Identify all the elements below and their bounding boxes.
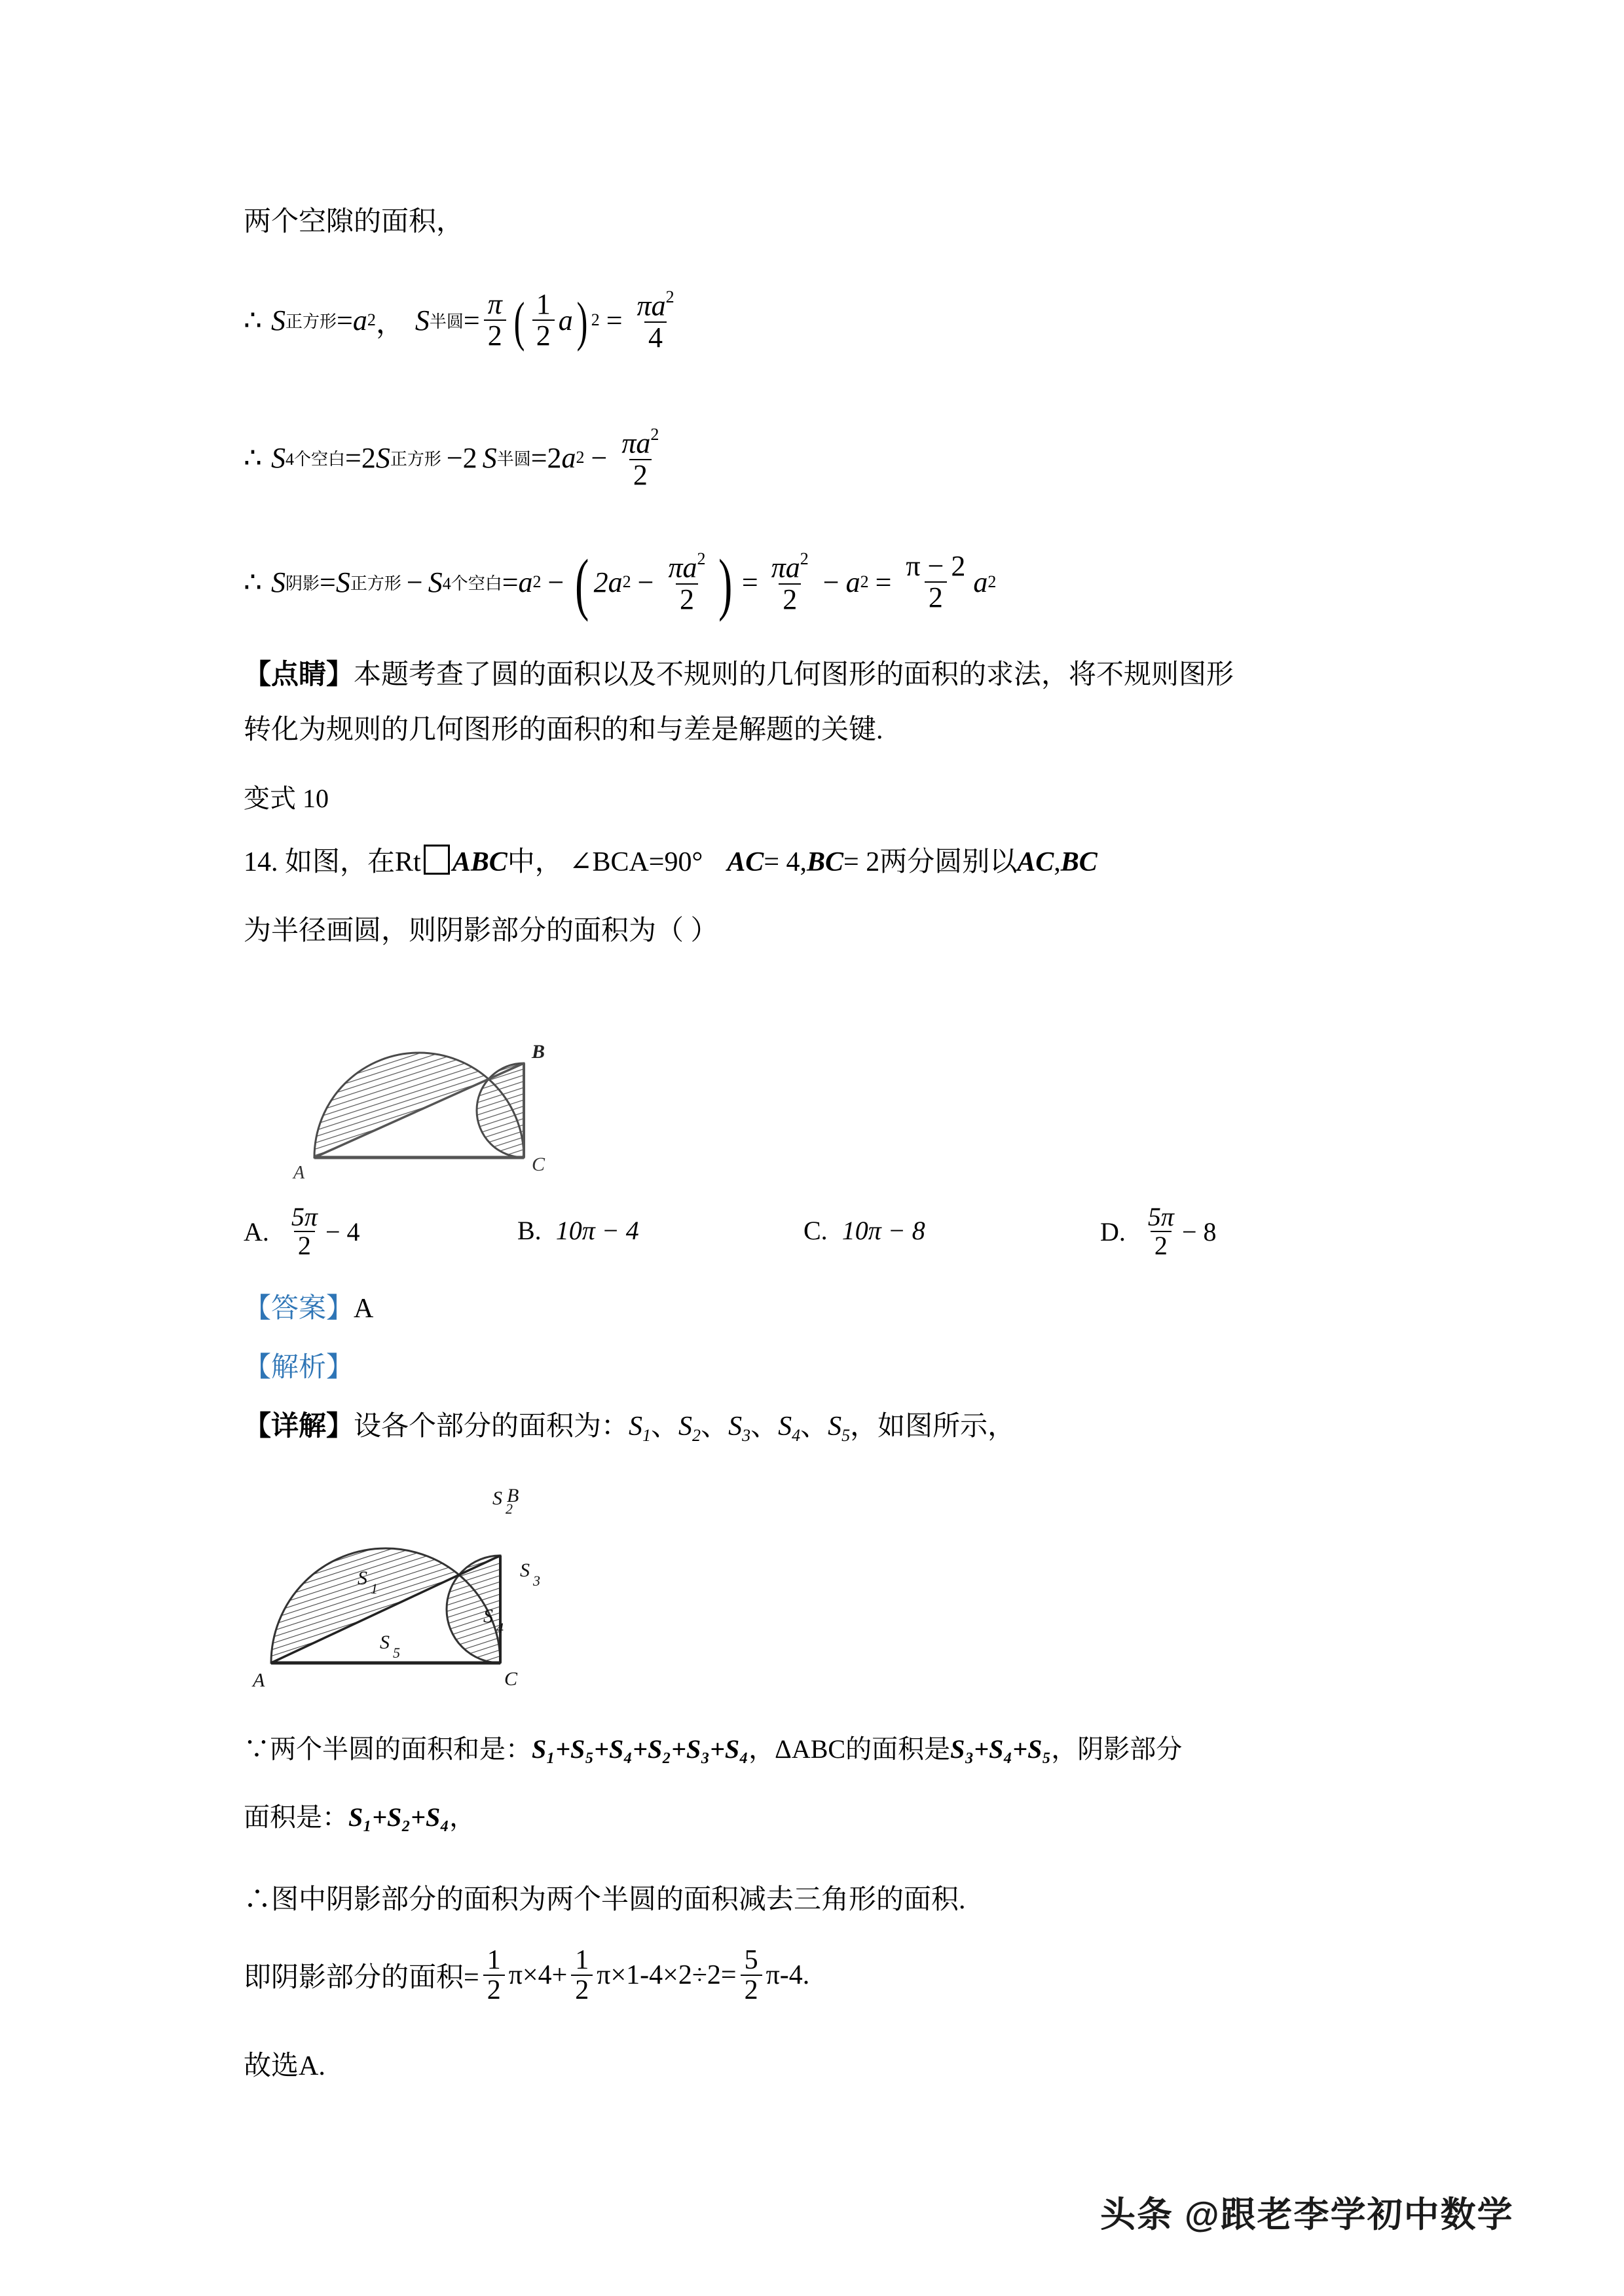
s5-symbol: S — [828, 1412, 842, 1442]
reasoning-text-c: 的面积是 — [845, 1734, 951, 1764]
s-square-symbol-1: S — [271, 304, 286, 337]
fraction-pia2-over-4 — [633, 288, 678, 353]
s5-subscript: 5 — [841, 1426, 851, 1446]
option-a-fraction — [287, 1203, 322, 1260]
equals-2s: =2 — [345, 441, 376, 474]
option-d-num: 5π — [1147, 1202, 1174, 1231]
region-s2-s4-hatch — [439, 1539, 570, 1676]
answer-options-row — [244, 1197, 1416, 1275]
option-b-key: B. — [517, 1216, 542, 1245]
detail-line — [244, 1413, 1409, 1444]
a-term-1: a — [352, 304, 367, 337]
fraction-1-over-2 — [532, 289, 555, 351]
minus-3b: − — [547, 566, 564, 598]
s-shaded-symbol: S — [271, 566, 286, 598]
fig2-label-c: C — [504, 1668, 518, 1690]
final-fraction-1 — [483, 1946, 505, 2005]
denominator-inner-2: 2 — [676, 583, 698, 615]
s-square-symbol-3: S — [335, 566, 350, 598]
question-14 — [244, 845, 1409, 948]
s2-symbol: S — [678, 1412, 693, 1442]
s-square-subscript-2: 正方形 — [390, 449, 441, 469]
equals-3a: = — [320, 566, 336, 598]
pia-text-3: πa — [668, 551, 697, 584]
s2-subscript: 2 — [692, 1426, 701, 1446]
reasoning-block — [244, 1736, 1416, 1834]
numerator-pia2-4 — [767, 550, 813, 583]
minus-3c: − — [637, 566, 654, 598]
small-semicircle-hatch — [465, 1048, 589, 1172]
numerator-pia2-3 — [665, 550, 710, 583]
question-number: 14. — [244, 847, 278, 877]
bc-value: = 2 — [843, 847, 880, 877]
minus-3d: − — [822, 566, 840, 598]
formula-2 — [244, 426, 667, 490]
comma-1: ， — [375, 307, 405, 340]
question-text-d: 两分圆别以 — [879, 847, 1018, 877]
s-semicircle-symbol-1: S — [415, 304, 430, 337]
a-term-4: a — [845, 566, 860, 598]
option-a-key: A. — [244, 1216, 269, 1247]
detail-text-a: 设各个部分的面积为： — [354, 1412, 629, 1442]
a-term-3: a — [518, 566, 533, 598]
figure-2-labeled-regions — [242, 1473, 596, 1709]
numerator-1: 1 — [536, 288, 551, 321]
figure-1-svg — [275, 982, 589, 1192]
option-c[interactable] — [803, 1215, 925, 1246]
conclusion-line — [244, 1878, 966, 1917]
sum-expression-3: S₁+S₂+S₄ — [348, 1802, 450, 1832]
s4-subscript: 4 — [792, 1426, 801, 1446]
analysis-line — [244, 1354, 354, 1381]
equals-3b: = — [502, 566, 519, 598]
option-c-text: 10π − 8 — [841, 1216, 925, 1245]
s3-subscript: 3 — [742, 1426, 751, 1446]
denominator-2d: 2 — [779, 583, 801, 615]
final-calculation — [244, 1946, 809, 2005]
s3-symbol: S — [728, 1412, 743, 1442]
a-term-2: a — [561, 441, 576, 474]
exponent-1: 2 — [367, 310, 376, 330]
triangle-abc-label: ABC — [452, 847, 507, 877]
conclusion-therefore: ∴ — [244, 1885, 272, 1915]
exponent-2: 2 — [576, 448, 585, 467]
equals-3d: = — [875, 566, 892, 598]
final-prefix: 即阴影部分的面积= — [244, 1963, 479, 1994]
two-a-term: 2a — [593, 566, 623, 598]
question-line2: 为半径画圆，则阴影部分的面积为（ ） — [244, 916, 718, 946]
pia-exponent-2: 2 — [650, 425, 659, 444]
figure1-label-b: B — [532, 1041, 545, 1063]
option-b[interactable] — [517, 1215, 639, 1246]
tofu-box-icon — [424, 845, 450, 875]
fig2-label-b: B — [507, 1485, 519, 1506]
option-d-den: 2 — [1151, 1231, 1172, 1260]
option-d-fraction — [1144, 1203, 1178, 1260]
fig2-label-s1: S — [358, 1567, 367, 1589]
formula-3 — [244, 545, 997, 622]
bc-label: BC — [807, 847, 844, 877]
top-text-line — [244, 208, 464, 236]
sum-expression-1: S₁+S₅+S₄+S₂+S₃+S₄ — [532, 1734, 749, 1764]
reasoning-text-a: 两个半圆的面积和是： — [270, 1734, 532, 1764]
s-shaded-subscript: 阴影 — [286, 574, 320, 593]
therefore-symbol-3: ∴ — [244, 566, 262, 598]
option-a-tail: − 4 — [325, 1216, 360, 1247]
minus-3a: − — [406, 566, 423, 598]
final-f2-den: 2 — [571, 1975, 593, 2005]
dianjing-tag: 【点睛】 — [244, 660, 354, 690]
reasoning-comma-1: ， — [748, 1734, 775, 1764]
numerator-pi: π — [487, 288, 502, 321]
denominator-2b: 2 — [532, 319, 555, 351]
s-semicircle-subscript-2: 半圆 — [496, 449, 531, 469]
figure1-label-a: A — [293, 1163, 305, 1183]
s-square-subscript-1: 正方形 — [286, 312, 337, 331]
fraction-pia2-over-2-inner — [665, 550, 710, 615]
bianshi-text: 变式 10 — [244, 784, 329, 813]
final-f3-den: 2 — [741, 1975, 762, 2005]
fig2-label-s3-sub: 3 — [533, 1573, 540, 1589]
pia-text: πa — [637, 289, 666, 322]
answer-tag: 【答案】 — [244, 1294, 354, 1324]
final-f2-num: 1 — [575, 1945, 589, 1975]
final-f1-num: 1 — [487, 1945, 501, 1975]
denominator-2e: 2 — [925, 581, 947, 613]
option-a-den: 2 — [294, 1231, 315, 1260]
figure-2-svg — [242, 1473, 596, 1709]
fig2-label-a: A — [253, 1669, 265, 1691]
fig2-label-s3: S — [520, 1559, 530, 1581]
pia-exponent: 2 — [665, 287, 674, 306]
final-f3-num: 5 — [744, 1945, 758, 1975]
equals-1: = — [337, 304, 353, 337]
right-paren-1: ) — [576, 291, 588, 352]
a-term-5: a — [973, 566, 988, 598]
fraction-pi-minus-2-over-2 — [902, 551, 969, 613]
sep4: 、 — [800, 1412, 828, 1442]
dianjing-line1: 本题考查了圆的面积以及不规则的几何图形的面积的求法，将不规则图形 — [354, 660, 1234, 690]
final-suffix: π-4. — [766, 1960, 810, 1991]
figure-1-triangle-semicircles — [275, 982, 589, 1192]
fraction-pia2-over-2 — [618, 426, 663, 490]
pia-exponent-4: 2 — [800, 549, 809, 568]
s-blank-subscript: 4个空白 — [286, 449, 346, 469]
dianjing-line2: 转化为规则的几何图形的面积的和与差是解题的关键. — [244, 715, 883, 745]
sum-expression-2: S₃+S₄+S₅ — [950, 1734, 1052, 1764]
paren-exponent: 2 — [591, 310, 600, 330]
question-text-a: 如图，在Rt — [285, 847, 421, 877]
formula-1 — [244, 288, 682, 353]
reasoning-text-e: 面积是： — [244, 1802, 348, 1832]
pia-text-4: πa — [771, 551, 800, 584]
figure1-label-c: C — [532, 1154, 545, 1175]
sep1: 、 — [651, 1412, 679, 1442]
fig2-label-s5: S — [380, 1631, 390, 1653]
left-paren-1: ( — [513, 291, 525, 352]
sep2: 、 — [701, 1412, 729, 1442]
pia-text-2: πa — [621, 427, 651, 460]
s-square-symbol-2: S — [375, 441, 390, 474]
numerator-pi-minus-2: π − 2 — [906, 550, 966, 583]
because-symbol: ∵ — [244, 1734, 270, 1764]
minus-sign-2: − — [591, 441, 608, 474]
fraction-pia2-over-2-b — [767, 550, 813, 615]
numerator-pia2 — [633, 288, 678, 321]
option-b-text: 10π − 4 — [555, 1216, 639, 1245]
fig2-label-s5-sub: 5 — [393, 1645, 400, 1661]
dianjing-block — [244, 661, 1409, 744]
fig2-label-s2: S — [492, 1487, 502, 1509]
option-a-num: 5π — [291, 1202, 318, 1231]
denominator-4: 4 — [644, 321, 667, 353]
s-semicircle-symbol-2: S — [482, 441, 497, 474]
denominator-2c: 2 — [629, 459, 652, 490]
denominator-2: 2 — [484, 319, 506, 351]
equals-2a2: =2 — [530, 441, 562, 474]
sep3: 、 — [750, 1412, 779, 1442]
top-text: 两个空隙的面积， — [244, 207, 464, 237]
watermark-footer: 头条 @跟老李学初中数学 — [1100, 2195, 1514, 2234]
therefore-symbol-2: ∴ — [244, 441, 262, 474]
choose-text: 故选A. — [244, 2051, 325, 2081]
numerator-pia2-2 — [618, 426, 663, 459]
equals-3c: = — [741, 566, 758, 598]
s-square-subscript-3: 正方形 — [350, 574, 401, 593]
a-inside-paren: a — [558, 304, 573, 337]
final-mid-2: π×1-4×2÷2= — [597, 1960, 737, 1991]
fig2-label-s4-sub: 4 — [496, 1620, 504, 1636]
option-d-tail: − 8 — [1181, 1216, 1217, 1247]
equals-2: = — [463, 304, 480, 337]
two-a-exponent: 2 — [622, 572, 631, 592]
reasoning-text-d: ，阴影部分 — [1051, 1734, 1183, 1764]
minus-2s: −2 — [446, 441, 477, 474]
left-paren-3: ( — [575, 545, 589, 622]
option-d[interactable] — [1100, 1203, 1217, 1260]
comma-sep: , — [1054, 847, 1061, 877]
option-a[interactable] — [244, 1203, 360, 1260]
fig2-label-s4: S — [483, 1605, 493, 1627]
option-c-key: C. — [803, 1216, 828, 1245]
angle-bca: ∠BCA=90° — [569, 847, 703, 877]
bianshi-heading — [244, 786, 329, 812]
ac-value: = 4, — [764, 847, 807, 877]
fig2-label-s1-sub: 1 — [371, 1580, 378, 1597]
fig2-label-s2-sub: 2 — [506, 1501, 513, 1517]
s-blank-subscript-3: 4个空白 — [442, 574, 502, 593]
final-fraction-3 — [741, 1946, 762, 2005]
triangle-abc: ΔABC — [775, 1734, 846, 1764]
analysis-tag: 【解析】 — [244, 1353, 354, 1383]
exponent-4: 2 — [860, 572, 869, 592]
right-paren-3: ) — [718, 545, 732, 622]
answer-line — [244, 1295, 373, 1322]
detail-tag: 【详解】 — [244, 1412, 354, 1442]
s1-symbol: S — [629, 1412, 643, 1442]
exponent-3: 2 — [532, 572, 542, 592]
s4-symbol: S — [778, 1412, 792, 1442]
therefore-symbol-1: ∴ — [244, 304, 262, 337]
detail-text-b: ，如图所示， — [850, 1412, 1016, 1442]
final-mid-1: π×4+ — [508, 1960, 568, 1991]
ac-label-2: AC — [1017, 847, 1054, 877]
choose-line — [244, 2044, 325, 2083]
exponent-5: 2 — [987, 572, 997, 592]
equals-3: = — [606, 304, 623, 337]
final-f1-den: 2 — [483, 1975, 505, 2005]
conclusion-text: 图中阴影部分的面积为两个半圆的面积减去三角形的面积. — [271, 1885, 966, 1915]
ac-label: AC — [727, 847, 764, 877]
final-fraction-2 — [571, 1946, 593, 2005]
s-semicircle-subscript-1: 半圆 — [429, 312, 464, 331]
answer-value: A — [354, 1294, 374, 1324]
s1-subscript: 1 — [642, 1426, 652, 1446]
question-text-c: 中， — [507, 847, 563, 877]
reasoning-comma-2: ， — [449, 1802, 476, 1832]
bc-label-2: BC — [1060, 847, 1098, 877]
fraction-pi-over-2 — [484, 289, 506, 351]
s-blank-symbol-3: S — [428, 566, 443, 598]
pia-exponent-3: 2 — [697, 549, 706, 568]
option-d-key: D. — [1100, 1216, 1126, 1247]
s-blank-symbol: S — [271, 441, 286, 474]
